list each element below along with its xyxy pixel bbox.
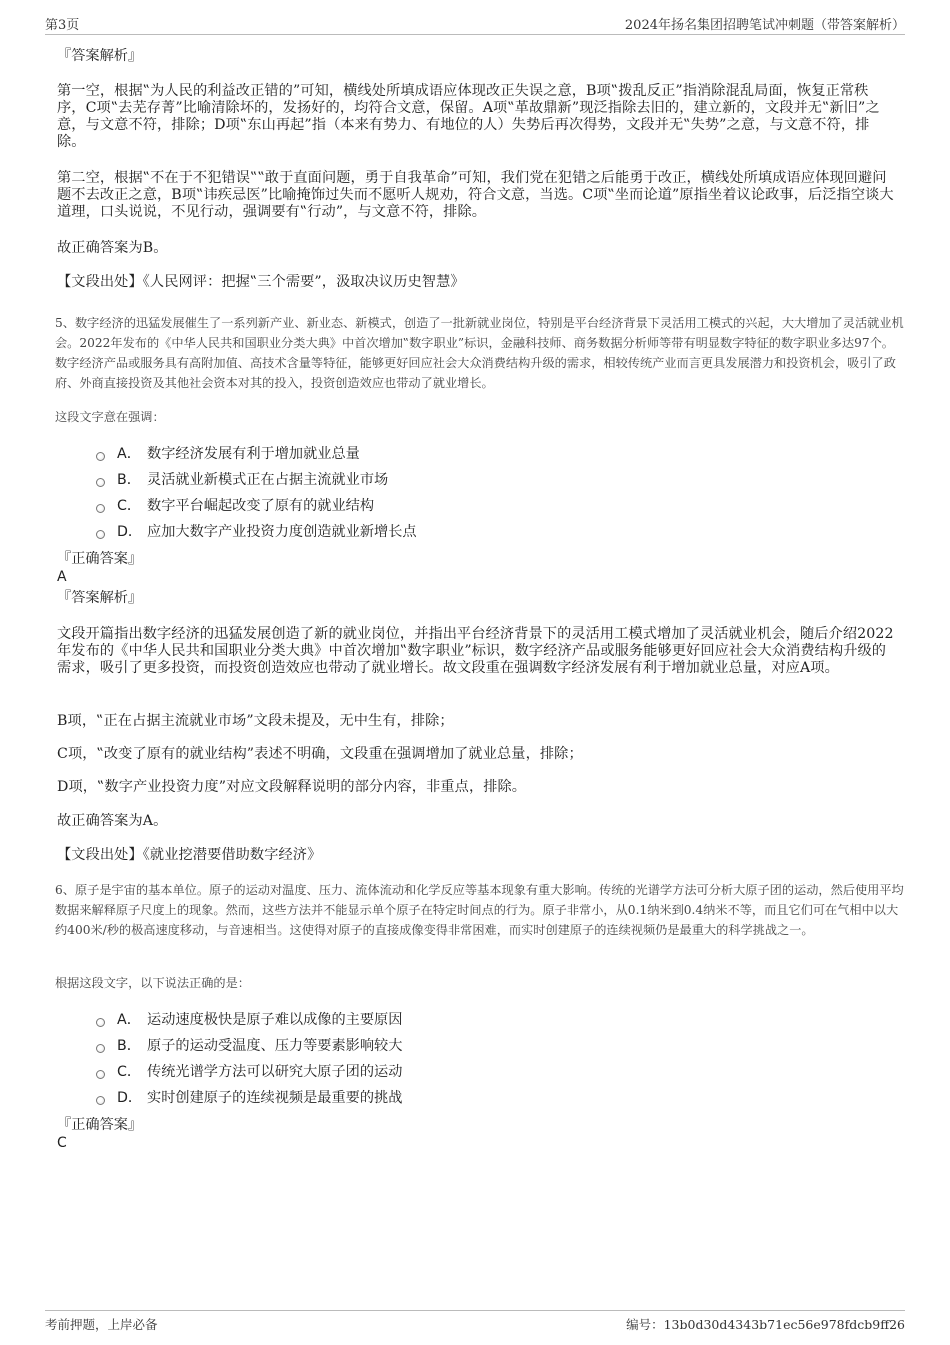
q6-option-b[interactable]: B． 原子的运动受温度、压力等要素影响较大 xyxy=(96,1037,402,1055)
q6-prompt: 根据这段文字，以下说法正确的是： xyxy=(55,976,250,990)
q4-analysis-label: 『答案解析』 xyxy=(57,48,143,64)
document-title: 2024年扬名集团招聘笔试冲刺题（带答案解析） xyxy=(624,18,905,33)
radio-icon[interactable] xyxy=(96,504,105,513)
q4-conclusion: 故正确答案为B。 xyxy=(57,240,168,256)
q6-option-c[interactable]: C． 传统光谱学方法可以研究大原子团的运动 xyxy=(96,1063,402,1081)
q5-option-d[interactable]: D． 应加大数字产业投资力度创造就业新增长点 xyxy=(96,523,417,541)
page-footer xyxy=(45,1310,905,1333)
radio-icon[interactable] xyxy=(96,1070,105,1079)
q5-analysis-b: B项，‟正在占据主流就业市场”文段未提及，无中生有，排除； xyxy=(57,713,454,729)
q6-option-a[interactable]: A． 运动速度极快是原子难以成像的主要原因 xyxy=(96,1011,402,1029)
radio-icon[interactable] xyxy=(96,1044,105,1053)
q5-option-a[interactable]: A． 数字经济发展有利于增加就业总量 xyxy=(96,445,360,463)
q5-answer-label: 『正确答案』 xyxy=(57,551,143,567)
radio-icon[interactable] xyxy=(96,530,105,539)
q5-stem: 5、数字经济的迅猛发展催生了一系列新产业、新业态、新模式，创造了一批新就业岗位，特别是平台经济背景下灵活用工模式的兴起，大大增加了灵活就业机会。2022年发布的《中华人民共和国职业分类大典》中首次增加‟数字职业”标识，金融科技师、商务数据分析师等带有明显数字特征的数字职业多达97个。数字经济产品或服务具有高附加值、高技术含量等特征，能够更好回应社会大众消费结构升级的需求，相较传统产业而言更具发展潜力和投资机会，吸引了政府、外商直接投资及其他社会资本对其的投入，投资创造效应也带动了就业增长。 xyxy=(55,316,904,390)
radio-icon[interactable] xyxy=(96,452,105,461)
page-number: 第3页 xyxy=(45,18,80,33)
q5-analysis-label: 『答案解析』 xyxy=(57,590,143,606)
radio-icon[interactable] xyxy=(96,1018,105,1027)
page-header xyxy=(45,14,905,35)
q5-prompt: 这段文字意在强调： xyxy=(55,410,165,424)
q6-option-d[interactable]: D． 实时创建原子的连续视频是最重要的挑战 xyxy=(96,1089,402,1107)
q5-conclusion: 故正确答案为A。 xyxy=(57,813,168,829)
radio-icon[interactable] xyxy=(96,1096,105,1105)
q5-analysis-p1: 文段开篇指出数字经济的迅猛发展创造了新的就业岗位，并指出平台经济背景下的灵活用工模式增加了灵活就业机会，随后介绍2022年发布的《中华人民共和国职业分类大典》中首次增加‟数字职业”标识，数字经济产品或服务能够更好回应社会大众消费结构升级的需求，吸引了更多投资，而投资创造效应也带动了就业增长。故文段重在强调数字经济发展有利于增加就业总量，对应A项。 xyxy=(57,626,894,676)
q4-analysis-p1: 第一空，根据‟为人民的利益改正错的”可知，横线处所填成语应体现改正失误之意，B项‟拨乱反正”指消除混乱局面，恢复正常秩序，C项‟去芜存菁”比喻清除坏的，发扬好的，均符合文意，保留。A项‟革故鼎新”现泛指除去旧的，建立新的，文段并无‟新旧”之意，与文意不符，排除；D项‟东山再起”指（本来有势力、有地位的人）失势后再次得势，文段并无‟失势”之意，与文意不符，排除。 xyxy=(57,83,880,150)
radio-icon[interactable] xyxy=(96,478,105,487)
q6-stem: 6、原子是宇宙的基本单位。原子的运动对温度、压力、流体流动和化学反应等基本现象有重大影响。传统的光谱学方法可分析大原子团的运动，然后使用平均数据来解释原子尺度上的现象。然而，这些方法并不能显示单个原子在特定时间点的行为。原子非常小，从0.1纳米到0.4纳米不等，而且它们可在气相中以大约400米/秒的极高速度移动，与音速相当。这使得对原子的直接成像变得非常困难，而实时创建原子的连续视频仍是最重大的科学挑战之一。 xyxy=(55,883,904,937)
q5-analysis-c: C项，‟改变了原有的就业结构”表述不明确，文段重在强调增加了就业总量，排除； xyxy=(57,746,583,762)
q6-answer: C xyxy=(57,1135,67,1151)
q4-analysis-p2: 第二空，根据‟不在于不犯错误‟‟敢于直面问题，勇于自我革命”可知，我们党在犯错之后能勇于改正，横线处所填成语应体现回避问题不去改正之意，B项‟讳疾忌医”比喻掩饰过失而不愿听人规劝，符合文意，当选。C项‟坐而论道”原指坐着议论政事，后泛指空谈大道理，口头说说，不见行动，强调要有‟行动”，与文意不符，排除。 xyxy=(57,170,894,220)
q5-answer: A xyxy=(57,569,67,585)
q5-analysis-d: D项，‟数字产业投资力度”对应文段解释说明的部分内容，非重点，排除。 xyxy=(57,779,527,795)
q6-answer-label: 『正确答案』 xyxy=(57,1117,143,1133)
document-id: 编号：13b0d30d4343b71ec56e978fdcb9ff26 xyxy=(626,1317,905,1332)
q4-source: 【文段出处】《人民网评：把握‟三个需要”，汲取决议历史智慧》 xyxy=(57,274,465,290)
q5-option-b[interactable]: B． 灵活就业新模式正在占据主流就业市场 xyxy=(96,471,388,489)
footer-slogan: 考前押题，上岸必备 xyxy=(45,1317,158,1332)
q5-option-c[interactable]: C． 数字平台崛起改变了原有的就业结构 xyxy=(96,497,374,515)
q5-source: 【文段出处】《就业挖潜要借助数字经济》 xyxy=(57,847,322,863)
